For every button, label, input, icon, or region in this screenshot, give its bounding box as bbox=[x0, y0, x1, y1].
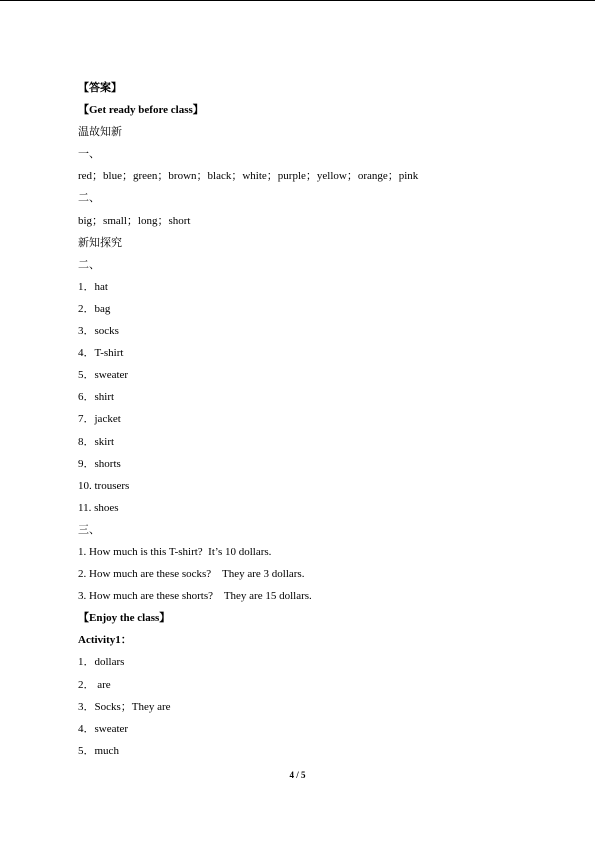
review-sizes: big；small；long；short bbox=[78, 214, 191, 227]
item-number: 2． bbox=[78, 302, 95, 315]
review-colors: red；blue；green；brown；black；white；purple；yellow；orange；pink bbox=[78, 170, 419, 183]
top-rule bbox=[0, 0, 595, 1]
list-item bbox=[78, 408, 538, 430]
item-number: 10. bbox=[78, 479, 95, 492]
item-text: socks bbox=[94, 325, 119, 338]
item-number: 2． bbox=[78, 678, 95, 691]
explore-heading: 新知探究 bbox=[78, 236, 122, 249]
item-number: 3． bbox=[78, 700, 95, 713]
answer-content bbox=[78, 77, 538, 762]
item-text: shirt bbox=[94, 391, 115, 404]
item-text: Socks；They are bbox=[94, 700, 171, 713]
list-item bbox=[78, 298, 538, 320]
item-number: 5． bbox=[78, 744, 95, 757]
list-item bbox=[78, 718, 538, 740]
list-item bbox=[78, 497, 538, 519]
item-number: 3． bbox=[78, 325, 95, 338]
sentence-line: 3. How much are these shorts? They are 15 dollars. bbox=[78, 590, 312, 603]
list-item bbox=[78, 320, 538, 342]
item-text: hat bbox=[94, 280, 108, 293]
item-number: 7． bbox=[78, 413, 95, 426]
item-text: jacket bbox=[94, 413, 121, 426]
review-heading: 温故知新 bbox=[78, 126, 122, 139]
page-number: 4 / 5 bbox=[289, 770, 306, 780]
item-text: much bbox=[94, 744, 119, 757]
answer-heading: 【答案】 bbox=[78, 82, 122, 94]
item-text: sweater bbox=[94, 369, 129, 382]
item-text: trousers bbox=[94, 479, 130, 492]
list-item bbox=[78, 475, 538, 497]
list-item bbox=[78, 431, 538, 453]
review-section1-label: 一、 bbox=[78, 148, 100, 161]
item-number: 5． bbox=[78, 369, 95, 382]
sentence-line: 2. How much are these socks? They are 3 dollars. bbox=[78, 568, 305, 581]
item-number: 1． bbox=[78, 280, 95, 293]
list-item bbox=[78, 364, 538, 386]
get-ready-heading: 【Get ready before class】 bbox=[78, 104, 204, 117]
item-text: shoes bbox=[94, 501, 119, 514]
list-item bbox=[78, 651, 538, 673]
list-item bbox=[78, 674, 538, 696]
item-text: are bbox=[94, 678, 111, 691]
list-item bbox=[78, 696, 538, 718]
activity-label: Activity1： bbox=[78, 634, 132, 647]
list-item bbox=[78, 453, 538, 475]
item-text: sweater bbox=[94, 722, 129, 735]
item-text: T-shirt bbox=[94, 347, 124, 360]
item-number: 6． bbox=[78, 391, 95, 404]
item-number: 4． bbox=[78, 722, 95, 735]
list-item bbox=[78, 276, 538, 298]
explore-section3-label: 三、 bbox=[78, 523, 100, 536]
review-section2-label: 二、 bbox=[78, 192, 100, 205]
list-item bbox=[78, 740, 538, 762]
item-text: bag bbox=[94, 302, 111, 315]
sentence-line: 1. How much is this T-shirt? It’s 10 dollars. bbox=[78, 545, 272, 558]
item-number: 11. bbox=[78, 501, 95, 514]
item-text: skirt bbox=[94, 435, 115, 448]
item-number: 1． bbox=[78, 656, 95, 669]
explore-section-label: 二、 bbox=[78, 258, 100, 271]
item-number: 9． bbox=[78, 457, 95, 470]
item-number: 4． bbox=[78, 347, 95, 360]
enjoy-heading: 【Enjoy the class】 bbox=[78, 612, 171, 625]
list-item bbox=[78, 342, 538, 364]
item-text: dollars bbox=[94, 656, 125, 669]
item-number: 8． bbox=[78, 435, 95, 448]
list-item bbox=[78, 386, 538, 408]
item-text: shorts bbox=[94, 457, 121, 470]
